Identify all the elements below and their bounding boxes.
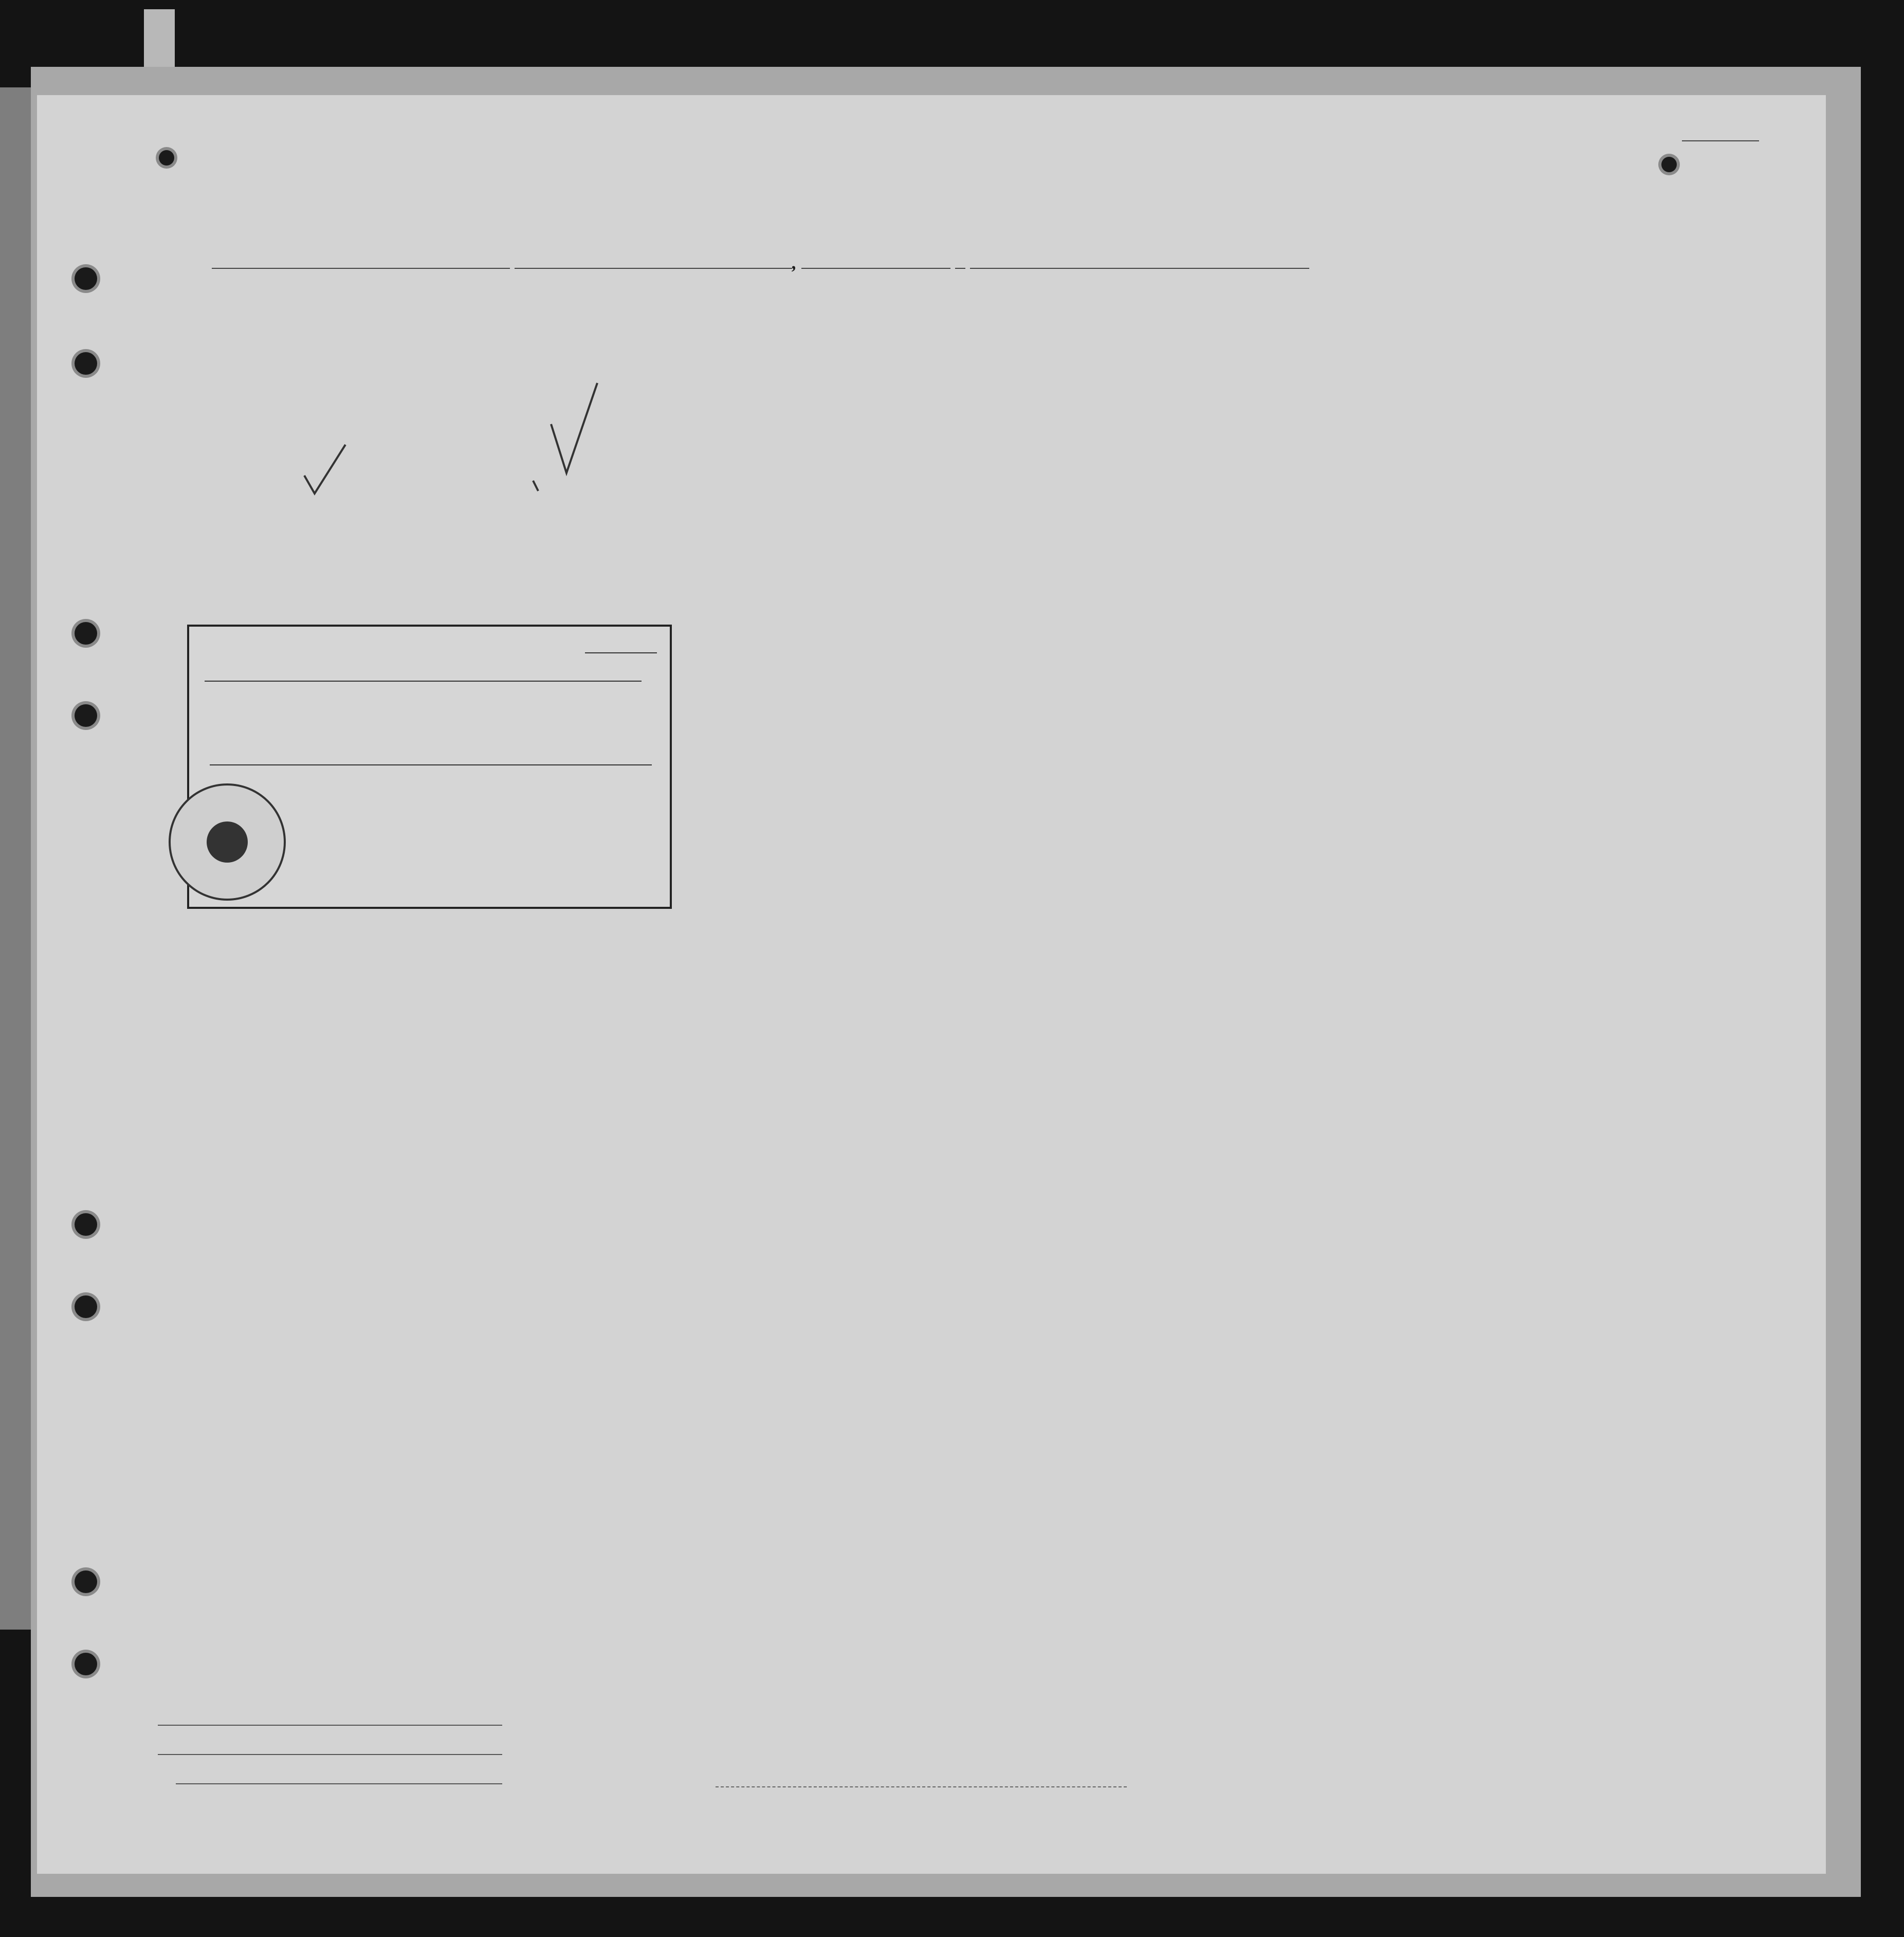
vessel-line: , <box>212 252 1309 273</box>
manifest-sheet <box>37 95 1826 1874</box>
stamp-no-line <box>585 652 657 653</box>
manifest-table-grid <box>37 95 1826 1874</box>
agents-value <box>176 1783 502 1784</box>
stamp-via-line <box>210 764 652 765</box>
owners-value <box>158 1754 502 1755</box>
consulate-seal <box>169 783 286 901</box>
inspector-signature-line <box>716 1786 1127 1787</box>
consulate-visa-stamp <box>187 625 672 909</box>
seal-eagle-icon <box>207 821 248 863</box>
line-value <box>158 1725 502 1726</box>
stamp-city-line <box>205 681 642 682</box>
